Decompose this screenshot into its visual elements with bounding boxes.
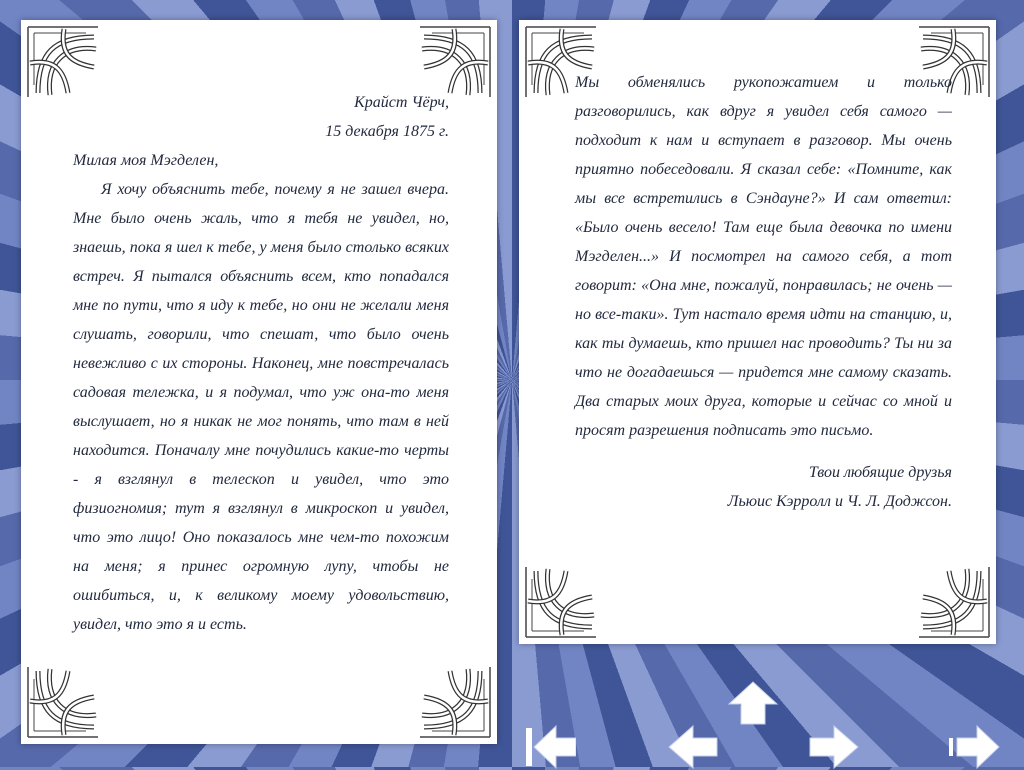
letter-place: Крайст Чёрч, (354, 94, 449, 111)
letter-greeting: Милая моя Мэгделен, (73, 152, 219, 169)
ornament-corner-icon (522, 561, 602, 641)
arrow-left-icon (667, 724, 719, 770)
right-page-text (575, 68, 952, 516)
arrow-first-icon (524, 724, 576, 770)
arrow-right-icon (808, 724, 860, 770)
letter-body-right: Мы обменялись рукопожатием и только разговорились, как вдруг я увидел себя самого — подходит к нам и вступает в разговор. Мы очень приятно побеседовали. Я сказал себе: «Помните, как мы все встретились в Сэндауне?» И сам ответил: «Было очень весело! Там еще была девочка по имени Мэгделен...» И посмотрел на самого себя, а тот говорит: «Она мне, пожалуй, понравилась; не очень — но все-таки». Тут настало время идти на станцию, и, как ты думаешь, кто пришел нас проводить? Ты ни за что не догадаешься — придется мне самому сказать. Два старых моих друга, которые и сейчас со мной и просят разрешения подписать это письмо. (575, 74, 952, 439)
right-page (519, 20, 996, 644)
previous-page-button[interactable] (667, 724, 719, 770)
letter-date: 15 декабря 1875 г. (325, 123, 449, 140)
letter-body-left: Я хочу объяснить тебе, почему я не зашел вчера. Мне было очень жаль, что я тебя не увидел, но, знаешь, пока я шел к тебе, у меня было столько всяких встреч. Я пытался объяснить всем, кто попадался мне по пути, что я иду к тебе, но они не желали меня слушать, говорили, что спешат, что было очень невежливо с их стороны. Наконец, мне повстречалась садовая тележка, и я подумал, что уж она-то меня выслушает, но я никак не мог понять, что там в ней находится. Поначалу мне почудились какие-то черты - я взглянул в телескоп и увидел, что это физиогномия; тут я взглянул в микроскоп и увидел, что это лицо! Оно показалось мне чем-то похожим на меня; я принес огромную лупу, чтобы не ошибиться, и, к великому моему удовольствию, увидел, что это я и есть. (73, 181, 449, 633)
left-page-text (73, 88, 449, 639)
letter-closing: Твои любящие друзья (808, 464, 952, 481)
ornament-corner-icon (414, 661, 494, 741)
next-page-button[interactable] (808, 724, 860, 770)
last-page-button[interactable] (949, 724, 1001, 770)
up-button[interactable] (727, 680, 779, 726)
ornament-corner-icon (913, 561, 993, 641)
arrow-last-icon (949, 724, 1001, 770)
letter-signature: Льюис Кэрролл и Ч. Л. Доджсон. (727, 493, 952, 510)
ornament-corner-icon (24, 661, 104, 741)
arrow-up-icon (727, 680, 779, 726)
left-page (21, 20, 497, 744)
first-page-button[interactable] (524, 724, 576, 770)
